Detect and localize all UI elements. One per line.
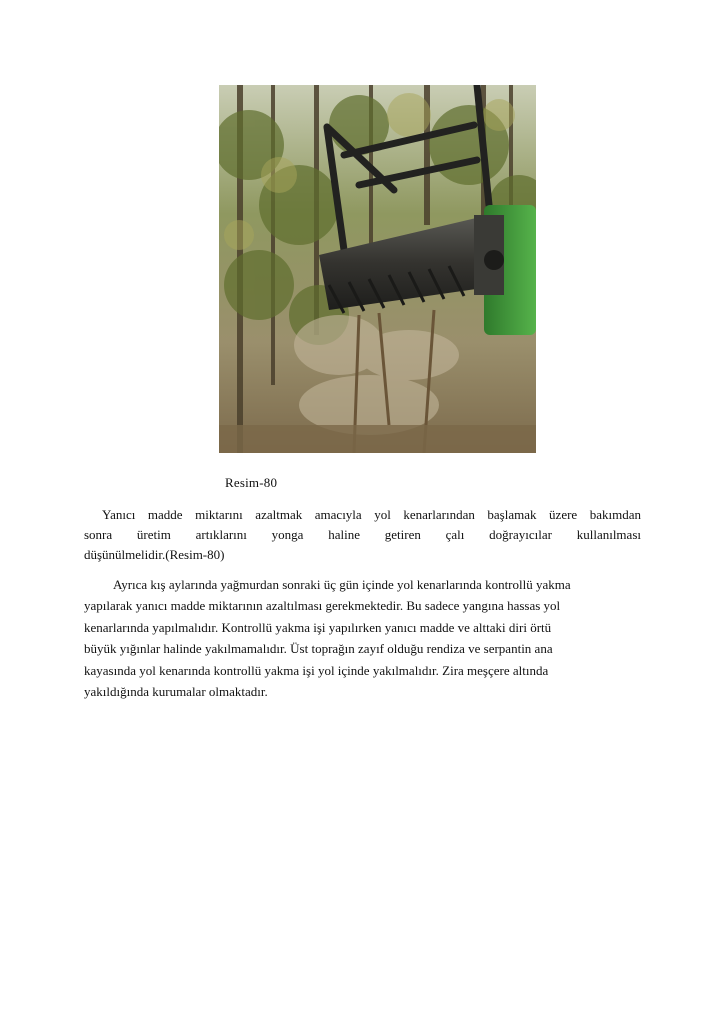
paragraph-line: yakıldığında kurumalar olmaktadır.: [84, 684, 268, 700]
paragraph-line: yapılarak yanıcı madde miktarının azaltılması gerekmektedir. Bu sadece yangına hassas yol: [84, 598, 561, 614]
paragraph-controlled-burning: [84, 574, 644, 702]
paragraph-line: büyük yığınlar halinde yakılmamalıdır. Üst toprağın zayıf olduğu rendiza ve serpantin ana: [84, 641, 553, 657]
paragraph-line: Ayrıca kış aylarında yağmurdan sonraki üç gün içinde yol kenarlarında kontrollü yakma: [113, 577, 571, 592]
paragraph-line: kenarlarında yapılmalıdır. Kontrollü yakma işi yapılırken yanıcı madde ve alttaki diri örtü: [84, 619, 552, 635]
mulcher-illustration: [219, 85, 536, 453]
forestry-mulcher-photo: [219, 85, 536, 453]
paragraph-line: düşünülmelidir.(Resim-80): [84, 547, 225, 562]
paragraph-line: Yanıcı madde miktarını azaltmak amacıyla yol kenarlarından başlamak üzere bakımdan: [102, 507, 641, 522]
figure-caption: Resim-80: [225, 475, 278, 490]
paragraph-line: sonra üretim artıklarını yonga haline getiren çalı doğrayıcılar kullanılması: [84, 527, 641, 542]
paragraph-mulcher: [84, 505, 641, 565]
paragraph-line: kayasında yol kenarında kontrollü yakma işi yol içinde yakılmalıdır. Zira meşçere altında: [84, 662, 549, 678]
